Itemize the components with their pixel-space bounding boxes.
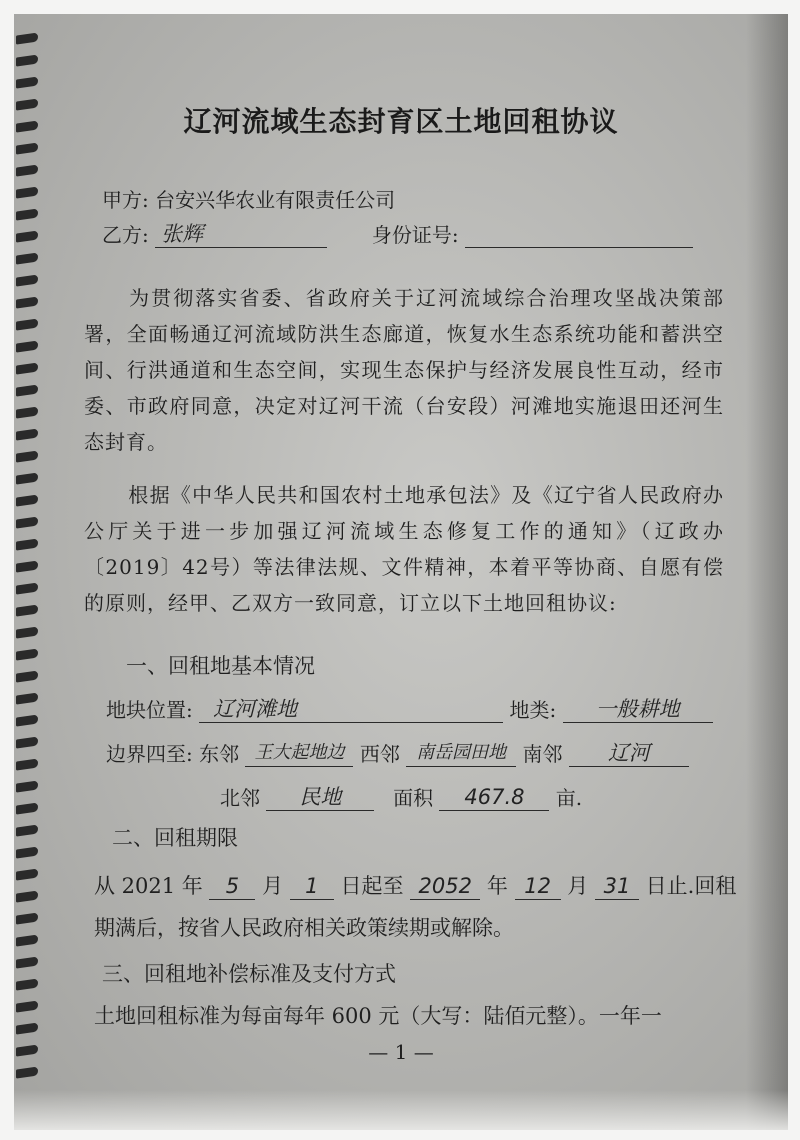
party-a-row — [102, 184, 395, 213]
east-label: 东邻 — [199, 742, 240, 766]
scanned-page — [14, 14, 788, 1130]
land-type-label: 地类: — [509, 698, 557, 722]
party-a-label: 甲方: — [102, 188, 149, 212]
start-month-field: 5 — [209, 873, 255, 900]
paragraph-basis — [84, 477, 724, 621]
party-b-field: 张辉 — [155, 221, 327, 248]
party-a-value: 台安兴华农业有限责任公司 — [155, 188, 396, 212]
section2-heading: 二、回租期限 — [112, 826, 238, 850]
paragraph-basis-text: 根据《中华人民共和国农村土地承包法》及《辽宁省人民政府办公厅关于进一步加强辽河流域生态修复工作的通知》（辽政办〔2019〕42号）等法律法规、文件精神，本着平等协商、自愿有偿的原则，经甲、乙双方一致同意，订立以下土地回租协议: — [84, 483, 724, 615]
document-title: 辽河流域生态封育区土地回租协议 — [183, 105, 619, 138]
term-line2: 期满后，按省人民政府相关政策续期或解除。 — [94, 916, 514, 940]
boundary-label: 边界四至: — [106, 742, 193, 766]
boundary-row — [106, 738, 689, 767]
land-type-field: 一般耕地 — [563, 696, 713, 723]
north-field: 民地 — [266, 784, 374, 811]
end-year-field: 2052 — [410, 873, 480, 900]
term-from-text: 从 2021 年 — [94, 874, 203, 898]
plot-location-row — [106, 694, 713, 723]
party-b-label: 乙方: — [102, 223, 149, 247]
plot-location-label: 地块位置: — [106, 698, 193, 722]
end-month-field: 12 — [515, 873, 561, 900]
east-field: 王大起地边 — [245, 740, 353, 767]
day-from-text: 日起至 — [340, 874, 404, 898]
plot-location-field: 辽河滩地 — [199, 696, 503, 723]
south-field: 辽河 — [569, 740, 689, 767]
paragraph-purpose-text: 为贯彻落实省委、省政府关于辽河流域综合治理攻坚战决策部署，全面畅通辽河流域防洪生态廊道，恢复水生态系统功能和蓄洪空间、行洪通道和生态空间，实现生态保护与经济发展良性互动，经市委、市政府同意，决定对辽河干流（台安段）河滩地实施退田还河生态封育。 — [84, 286, 724, 454]
end-year-char: 年 — [486, 874, 508, 898]
north-area-row — [220, 782, 582, 811]
start-month-char: 月 — [262, 874, 284, 898]
north-label: 北邻 — [220, 786, 260, 810]
end-day-field: 31 — [595, 873, 639, 900]
area-field: 467.8 — [439, 784, 549, 811]
south-label: 南邻 — [522, 742, 563, 766]
rate-line: 土地回租标准为每亩每年 600 元（大写：陆佰元整）。一年一 — [94, 1004, 662, 1028]
area-unit: 亩. — [555, 786, 583, 810]
area-label: 面积 — [393, 786, 434, 810]
page-number: — 1 — — [368, 1040, 434, 1064]
section3-heading: 三、回租地补偿标准及支付方式 — [102, 962, 396, 986]
document-body — [14, 14, 788, 1130]
west-field: 南岳园田地 — [406, 740, 516, 767]
section1-heading: 一、回租地基本情况 — [126, 654, 315, 678]
end-month-char: 月 — [567, 874, 589, 898]
party-b-row — [102, 219, 693, 248]
day-end-text: 日止.回租 — [645, 874, 737, 898]
id-label: 身份证号: — [371, 223, 459, 247]
start-day-field: 1 — [290, 873, 334, 900]
id-number-field — [465, 221, 693, 248]
term-row — [94, 870, 736, 900]
paragraph-purpose — [84, 280, 724, 460]
west-label: 西邻 — [359, 742, 400, 766]
